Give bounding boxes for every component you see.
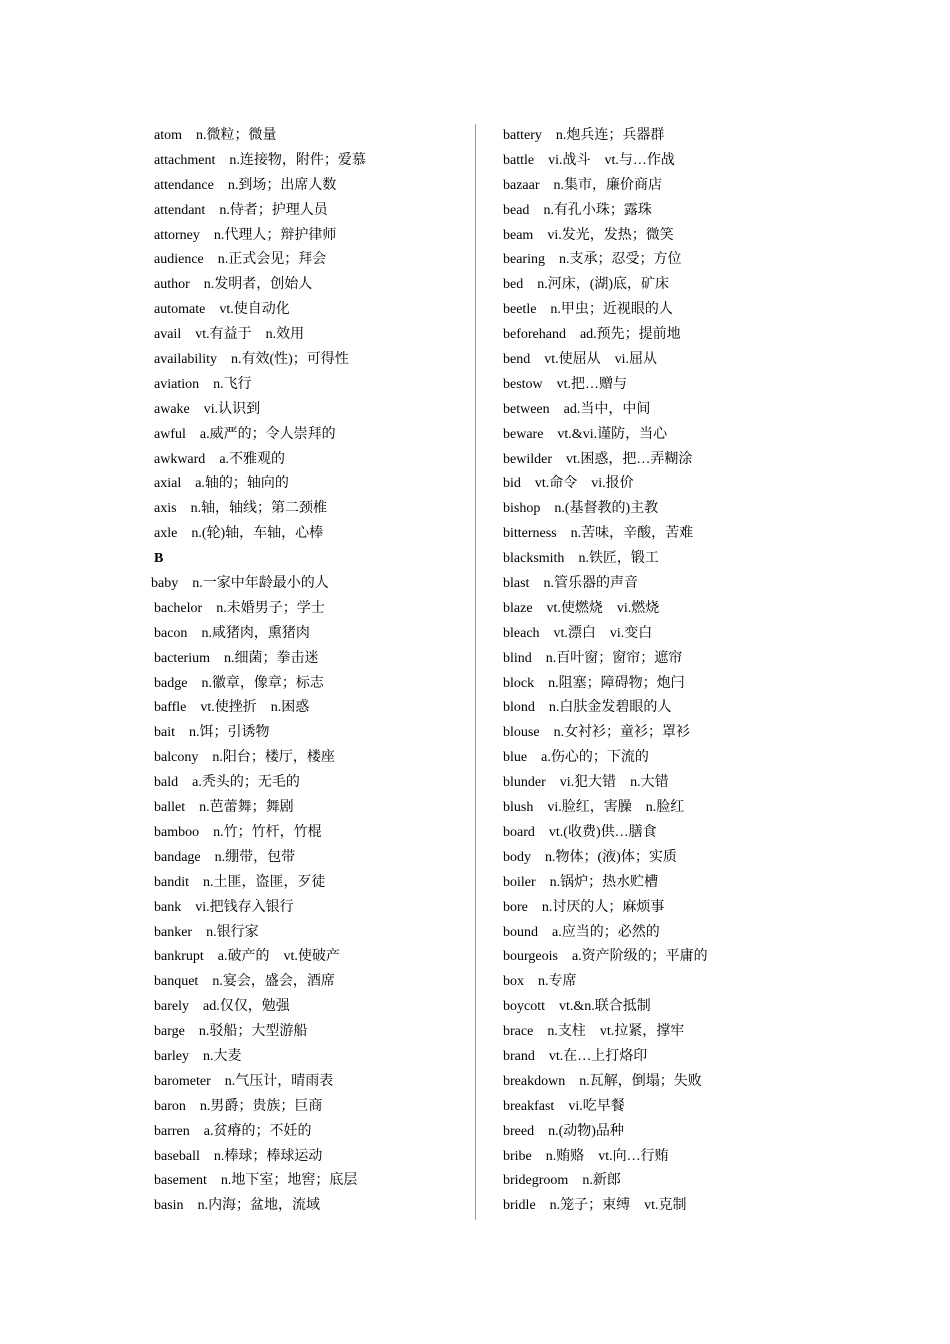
vocab-entry [503,248,833,273]
vocab-definition: n.一家中年龄最小的人 [192,576,329,592]
vocab-definition: n.绷带，包带 [214,849,296,865]
vocab-definition: vi.燃烧 [616,600,660,616]
vocab-definition: vt.使挫折 [200,700,257,716]
vocab-entry [154,921,464,946]
vocab-entry [503,1095,833,1120]
vocab-definition: n.代理人；辩护律师 [213,227,337,243]
vocab-entry [154,721,464,746]
vocab-entry [503,945,833,970]
vocab-word: breed [503,1123,535,1139]
vocab-entry [503,398,833,423]
vocab-word: bend [503,352,531,368]
vocab-definition: n.管乐器的声音 [543,576,638,592]
vocab-definition: n.细菌；拳击迷 [223,650,319,666]
vocab-word: brace [503,1024,534,1040]
vocab-definition: n.物体；(液)体；实质 [545,849,677,865]
vocab-word: bed [503,277,524,293]
vocab-entry [154,945,464,970]
vocab-entry [503,821,833,846]
vocab-word: blaze [503,600,533,616]
vocab-definition: n.内海；盆地，流域 [197,1198,321,1214]
vocab-entry [503,846,833,871]
vocab-definition: vt.使自动化 [219,302,290,318]
vocab-word: battery [503,128,542,143]
vocab-definition: n.困惑 [270,700,310,716]
vocab-entry [503,696,833,721]
vocab-entry [154,1194,464,1219]
vocab-word: bald [154,775,179,791]
vocab-word: beam [503,227,534,243]
vocab-entry [154,1045,464,1070]
vocab-word: axle [154,526,178,542]
vocab-entry [503,1169,833,1194]
vocab-entry [503,896,833,921]
vocab-definition: n.讨厌的人；麻烦事 [541,899,665,915]
vocab-entry [503,622,833,647]
vocab-word: between [503,401,550,417]
vocab-word: bitterness [503,526,557,542]
vocab-definition: a.应当的；必然的 [552,924,660,940]
column-divider [475,124,476,1220]
vocab-definition: n.专席 [538,974,577,990]
vocab-definition: vi.认识到 [203,401,261,417]
vocab-definition: ad.仅仅，勉强 [202,999,290,1015]
vocab-definition: n.连接物，附件；爱慕 [229,152,366,168]
vocab-entry [154,398,464,423]
vocab-definition: n.大麦 [202,1048,242,1064]
vocab-entry [503,547,833,572]
vocab-word: barren [154,1123,190,1139]
vocab-entry [154,124,464,149]
vocab-word: awful [154,426,186,442]
vocab-word: barometer [154,1073,211,1089]
vocab-definition: n.贿赂 [545,1148,585,1164]
vocab-definition: vt.有益于 [195,327,252,343]
vocab-entry [154,248,464,273]
vocab-definition: n.芭蕾舞；舞剧 [199,800,294,816]
vocab-definition: a.秃头的；无毛的 [192,775,300,791]
vocab-entry [503,224,833,249]
vocab-definition: a.威严的；令人崇拜的 [199,426,336,442]
vocab-word: atom [154,128,182,143]
vocab-entry [154,696,464,721]
vocab-entry [154,423,464,448]
vocab-word: attorney [154,227,200,243]
vocab-definition: vt.把…赠与 [556,376,628,392]
vocab-entry [154,448,464,473]
vocab-word: barley [154,1048,189,1064]
vocab-definition: n.咸猪肉，熏猪肉 [201,625,310,641]
vocab-word: breakfast [503,1098,555,1114]
vocab-entry [154,472,464,497]
vocab-entry [503,746,833,771]
vocab-entry [503,921,833,946]
vocab-entry [503,174,833,199]
vocab-entry [154,273,464,298]
vocab-entry [503,472,833,497]
vocab-word: banker [154,924,193,940]
vocab-definition: n.棒球；棒球运动 [213,1148,323,1164]
vocab-word: boiler [503,874,536,890]
vocab-word: bait [154,725,175,741]
vocab-definition: a.资产阶级的；平庸的 [571,949,708,965]
vocab-word: bacterium [154,650,210,666]
vocab-entry [154,1020,464,1045]
vocab-word: breakdown [503,1073,566,1089]
vocab-word: availability [154,352,217,368]
vocab-word: brand [503,1048,535,1064]
vocab-definition: n.(轮)轴，车轴，心棒 [191,526,324,542]
vocab-word: awake [154,401,190,417]
vocab-word: bank [154,899,182,915]
vocab-entry [154,373,464,398]
vocab-word: avail [154,327,182,343]
vocab-definition: vt.使屈从 [544,352,601,368]
vocab-word: battle [503,152,535,168]
vocab-definition: vi.犯大错 [559,775,617,791]
vocab-entry [154,497,464,522]
vocab-definition: n.苦味，辛酸，苦难 [570,526,694,542]
vocab-word: box [503,974,524,990]
vocab-entry [154,995,464,1020]
vocab-word: baseball [154,1148,200,1164]
vocab-word: attachment [154,152,216,168]
vocab-word: bid [503,476,521,492]
vocab-word: beforehand [503,327,566,343]
vocab-word: bachelor [154,600,203,616]
vocab-definition: n.支承；忍受；方位 [558,252,682,268]
vocab-definition: a.贫瘠的；不妊的 [203,1123,312,1139]
vocab-definition: n.有孔小珠；露珠 [543,202,652,218]
vocab-entry [154,174,464,199]
vocab-definition: n.大错 [630,775,669,791]
vocab-word: bandit [154,874,189,890]
vocab-word: basin [154,1198,184,1214]
vocab-word: bishop [503,501,541,517]
vocab-entry [503,1070,833,1095]
vocab-word: blacksmith [503,551,565,567]
vocab-entry [154,871,464,896]
vocab-definition: n.飞行 [213,376,252,392]
vocab-entry [503,970,833,995]
vocab-entry [503,597,833,622]
vocab-entry [503,995,833,1020]
vocab-definition: vt.与…作战 [604,152,675,168]
vocab-definition: n.锅炉；热水贮槽 [549,874,659,890]
vocab-definition: n.银行家 [206,924,259,940]
vocab-definition: ad.预先；提前地 [579,327,681,343]
vocab-definition: vt.&n.联合抵制 [559,999,651,1015]
vocab-definition: n.白肤金发碧眼的人 [548,700,672,716]
vocab-word: bestow [503,376,543,392]
vocab-definition: n.徽章，像章；标志 [201,675,324,691]
vocab-definition: n.集市，廉价商店 [553,177,663,193]
vocab-entry [154,1169,464,1194]
vocab-entry [503,721,833,746]
vocab-word: barely [154,999,189,1015]
vocab-entry [154,672,464,697]
vocab-word: bazaar [503,177,540,193]
vocab-entry [154,1070,464,1095]
vocab-entry [503,1120,833,1145]
vocab-entry [503,124,833,149]
vocab-word: attendant [154,202,206,218]
vocab-word: bamboo [154,824,200,840]
vocab-entry [154,746,464,771]
vocab-entry [503,199,833,224]
vocab-entry [154,647,464,672]
vocab-definition: n.阻塞；障碍物；炮闩 [548,675,685,691]
vocab-definition: vi.吃早餐 [568,1098,625,1114]
vocab-word: bewilder [503,451,552,467]
vocab-word: blunder [503,775,546,791]
vocab-entry [154,622,464,647]
vocab-definition: n.阳台；楼厅，楼座 [212,750,335,766]
vocab-word: balcony [154,750,199,766]
vocab-word: board [503,824,535,840]
vocab-definition: n.女衬衫；童衫；罩衫 [553,725,691,741]
vocab-entry [154,1095,464,1120]
vocab-definition: vi.脸红，害臊 [547,800,632,816]
vocab-definition: vt.克制 [644,1198,687,1214]
vocab-entry [503,572,833,597]
vocab-word: bead [503,202,530,218]
vocab-entry [154,298,464,323]
vocab-entry [154,522,464,547]
vocab-definition: vi.报价 [591,476,634,492]
vocab-entry [154,224,464,249]
vocab-definition: vi.变白 [609,625,653,641]
vocab-definition: a.轴的；轴向的 [195,476,289,492]
vocab-entry [503,1020,833,1045]
vocab-word: block [503,675,535,691]
vocab-word: awkward [154,451,206,467]
vocab-definition: n.新郎 [582,1173,621,1189]
vocab-definition: ad.当中，中间 [563,401,651,417]
vocab-word: automate [154,302,206,318]
vocab-word: body [503,849,531,865]
vocab-definition: n.驳船；大型游船 [198,1024,308,1040]
vocab-entry [503,373,833,398]
vocab-word: bridegroom [503,1173,569,1189]
vocab-definition: a.破产的 [217,949,270,965]
vocab-definition: n.(动物)品种 [548,1123,624,1139]
vocab-word: beware [503,426,544,442]
vocab-entry [154,1120,464,1145]
vocab-definition: n.支柱 [547,1024,586,1040]
vocab-definition: vt.使燃烧 [546,600,603,616]
vocab-definition: vt.漂白 [553,625,596,641]
vocab-definition: vt.命令 [534,476,578,492]
vocab-entry [154,771,464,796]
vocab-word: baby [151,576,179,592]
vocab-definition: n.轴，轴线；第二颈椎 [190,501,328,517]
vocab-definition: n.土匪，盗匪，歹徒 [203,874,326,890]
vocab-word: aviation [154,376,200,392]
vocab-entry [154,821,464,846]
vocab-word: bacon [154,625,188,641]
vocab-entry [503,871,833,896]
vocab-word: blind [503,650,532,666]
vocab-definition: vt.在…上打烙印 [548,1048,648,1064]
vocab-word: boycott [503,999,545,1015]
vocab-definition: n.地下室；地窖；底层 [220,1173,358,1189]
vocab-word: bearing [503,252,545,268]
vocab-entry [503,423,833,448]
vocab-definition: n.脸红 [645,800,685,816]
vocab-definition: n.气压计，晴雨表 [224,1073,334,1089]
vocab-word: author [154,277,190,293]
vocab-entry [154,149,464,174]
vocab-word: baffle [154,700,187,716]
vocab-word: banquet [154,974,199,990]
vocab-definition: vt.使破产 [283,949,340,965]
vocab-word: badge [154,675,188,691]
left-column [151,124,464,1219]
vocab-word: blue [503,750,528,766]
vocab-word: basement [154,1173,207,1189]
vocab-definition: n.笼子；束缚 [549,1198,631,1214]
vocab-entry [503,497,833,522]
vocab-entry [503,323,833,348]
vocab-entry [154,846,464,871]
vocab-definition: n.(基督教的)主教 [554,501,659,517]
vocab-entry [154,1145,464,1170]
vocab-word: bankrupt [154,949,204,965]
vocab-entry [154,796,464,821]
vocab-definition: a.伤心的；下流的 [541,750,649,766]
vocab-definition: a.不雅观的 [219,451,286,467]
vocab-word: axis [154,501,177,517]
vocab-entry [503,298,833,323]
vocab-word: bore [503,899,528,915]
vocab-definition: vt.&vi.谨防，当心 [557,426,668,442]
vocab-entry [503,1194,833,1219]
vocab-word: bridle [503,1198,536,1214]
vocab-entry [154,323,464,348]
vocab-definition: vi.战斗 [548,152,591,168]
vocab-entry [503,348,833,373]
vocab-word: bound [503,924,538,940]
vocab-word: audience [154,252,204,268]
vocab-entry [154,199,464,224]
vocab-word: barge [154,1024,185,1040]
vocab-word: blast [503,576,530,592]
vocab-entry [154,970,464,995]
vocab-definition: vi.屈从 [614,352,657,368]
vocab-word: blush [503,800,534,816]
vocab-definition: n.铁匠，锻工 [578,551,659,567]
vocab-word: bleach [503,625,540,641]
vocab-definition: n.男爵；贵族；巨商 [199,1098,323,1114]
vocab-definition: n.到场；出席人数 [227,177,337,193]
vocab-definition: n.发明者，创始人 [203,277,313,293]
vocab-entry [154,597,464,622]
vocab-word: blond [503,700,535,716]
vocab-entry [151,572,464,597]
vocab-definition: n.有效(性)；可得性 [230,352,349,368]
vocab-entry [503,273,833,298]
vocab-entry [503,647,833,672]
vocab-definition: vt.向…行贿 [598,1148,669,1164]
vocab-definition: n.河床，(湖)底，矿床 [537,277,670,293]
vocab-definition: n.竹；竹杆，竹棍 [213,824,322,840]
vocab-definition: n.瓦解，倒塌；失败 [579,1073,702,1089]
vocab-definition: vt.(收费)供…膳食 [548,824,657,840]
vocab-definition: vt.困惑，把…弄糊涂 [565,451,693,467]
vocab-definition: n.侍者；护理人员 [219,202,328,218]
vocab-definition: n.炮兵连；兵器群 [555,128,665,143]
vocab-entry [503,672,833,697]
vocab-entry [503,1045,833,1070]
vocab-word: bandage [154,849,201,865]
section-heading: B [154,551,164,567]
vocab-entry [503,448,833,473]
right-column [503,124,833,1219]
vocab-word: axial [154,476,182,492]
vocab-definition: n.微粒；微量 [196,128,277,143]
vocab-entry [503,149,833,174]
vocab-word: blouse [503,725,540,741]
vocab-entry [503,771,833,796]
vocab-word: bribe [503,1148,532,1164]
vocab-word: ballet [154,800,186,816]
vocab-definition: n.宴会，盛会，酒席 [212,974,335,990]
vocab-entry [503,522,833,547]
vocab-entry [503,796,833,821]
vocab-word: attendance [154,177,214,193]
vocab-definition: vi.发光，发热；微笑 [547,227,674,243]
vocab-entry [154,896,464,921]
vocab-definition: vi.把钱存入银行 [195,899,294,915]
vocab-definition: n.百叶窗；窗帘；遮帘 [545,650,683,666]
vocab-word: beetle [503,302,537,318]
vocab-definition: n.效用 [265,327,305,343]
vocab-definition: n.甲虫；近视眼的人 [550,302,673,318]
vocab-definition: n.正式会见；拜会 [217,252,327,268]
vocab-word: baron [154,1098,186,1114]
vocab-definition: n.未婚男子；学士 [216,600,325,616]
vocab-word: bourgeois [503,949,558,965]
vocab-entry [154,348,464,373]
vocab-definition: vt.拉紧，撑牢 [599,1024,685,1040]
vocab-definition: n.饵；引诱物 [189,725,270,741]
vocab-entry [503,1145,833,1170]
